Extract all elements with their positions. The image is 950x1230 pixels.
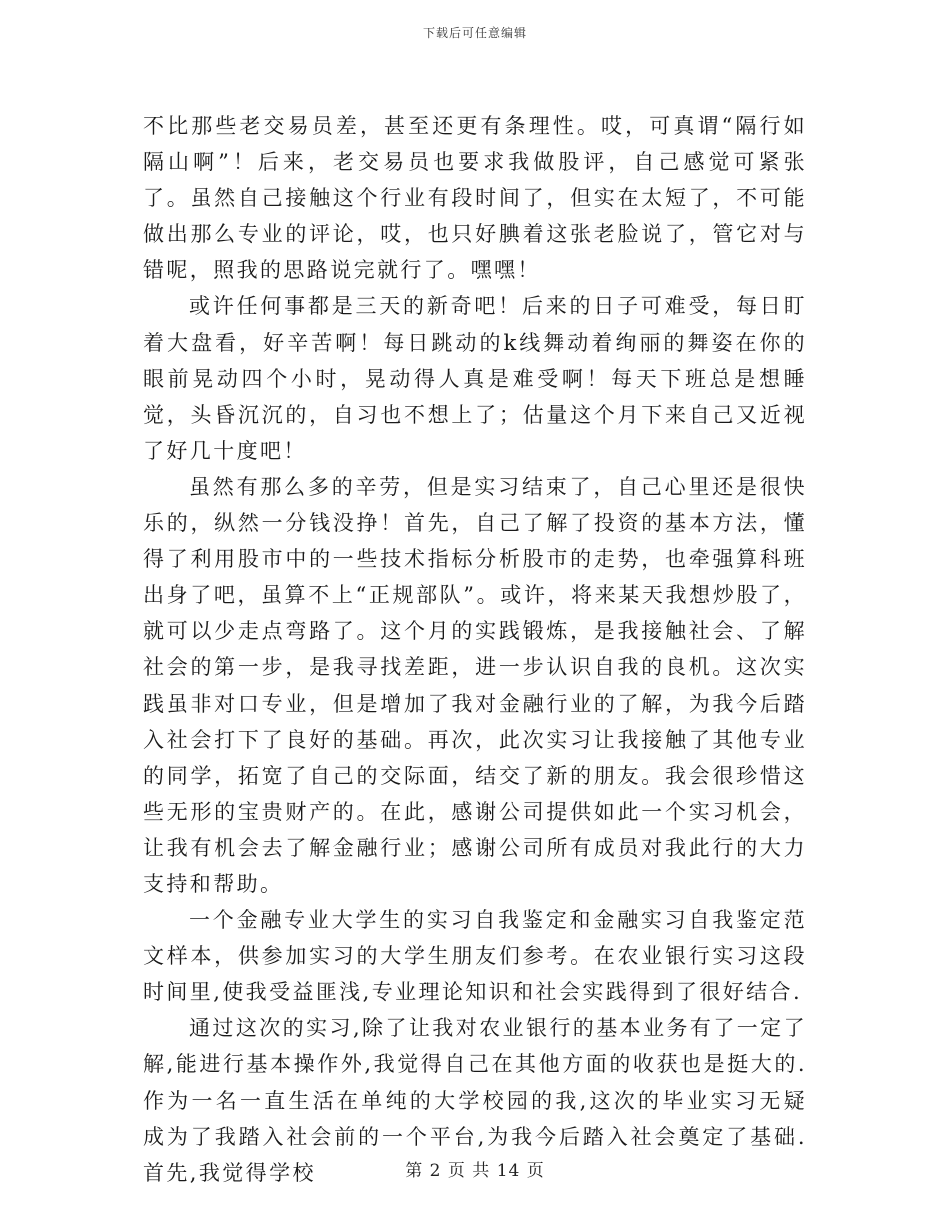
footer-prefix: 第 — [405, 1161, 424, 1181]
page-footer — [0, 1156, 950, 1181]
paragraph-4: 一个金融专业大学生的实习自我鉴定和金融实习自我鉴定范文样本，供参加实习的大学生朋友们参考。在农业银行实习这段时间里,使我受益匪浅,专业理论知识和社会实践得到了很好结合. — [143, 908, 807, 1005]
paragraph-1: 不比那些老交易员差，甚至还更有条理性。哎，可真谓“隔行如隔山啊”！后来，老交易员也要求我做股评，自己感觉可紧张了。虽然自己接触这个行业有段时间了，但实在太短了，不可能做出那么专业的评论，哎，也只好腆着这张老脸说了，管它对与错呢，照我的思路说完就行了。嘿嘿！ — [143, 114, 807, 283]
paragraph-3: 虽然有那么多的辛劳，但是实习结束了，自己心里还是很快乐的，纵然一分钱没挣！首先，自己了解了投资的基本方法，懂得了利用股市中的一些技术指标分析股市的走势，也牵强算科班出身了吧，虽算不上“正规部队”。或许，将来某天我想炒股了，就可以少走点弯路了。这个月的实践锻炼，是我接触社会、了解社会的第一步，是我寻找差距，进一步认识自我的良机。这次实践虽非对口专业，但是增加了我对金融行业的了解，为我今后踏入社会打下了良好的基础。再次，此次实习让我接触了其他专业的同学，拓宽了自己的交际面，结交了新的朋友。我会很珍惜这些无形的宝贵财产的。在此，感谢公司提供如此一个实习机会，让我有机会去了解金融行业；感谢公司所有成员对我此行的大力支持和帮助。 — [143, 474, 807, 896]
footer-middle: 页 共 — [447, 1161, 491, 1181]
paragraph-2: 或许任何事都是三天的新奇吧！后来的日子可难受，每日盯着大盘看，好辛苦啊！每日跳动的k线舞动着绚丽的舞姿在你的眼前晃动四个小时，晃动得人真是难受啊！每天下班总是想睡觉，头昏沉沉的，自习也不想上了；估量这个月下来自己又近视了好几十度吧！ — [143, 294, 807, 463]
document-body — [143, 108, 831, 1191]
footer-total-pages: 14 — [496, 1161, 521, 1181]
paragraph-5: 通过这次的实习,除了让我对农业银行的基本业务有了一定了解,能进行基本操作外,我觉得自己在其他方面的收获也是挺大的.作为一名一直生活在单纯的大学校园的我,这次的毕业实习无疑成为了我踏入社会前的一个平台,为我今后踏入社会奠定了基础. 首先,我觉得学校 — [143, 1016, 831, 1185]
page-header: 下载后可任意编辑 — [422, 26, 527, 40]
footer-suffix: 页 — [526, 1161, 545, 1181]
footer-page-number: 2 — [429, 1161, 442, 1181]
